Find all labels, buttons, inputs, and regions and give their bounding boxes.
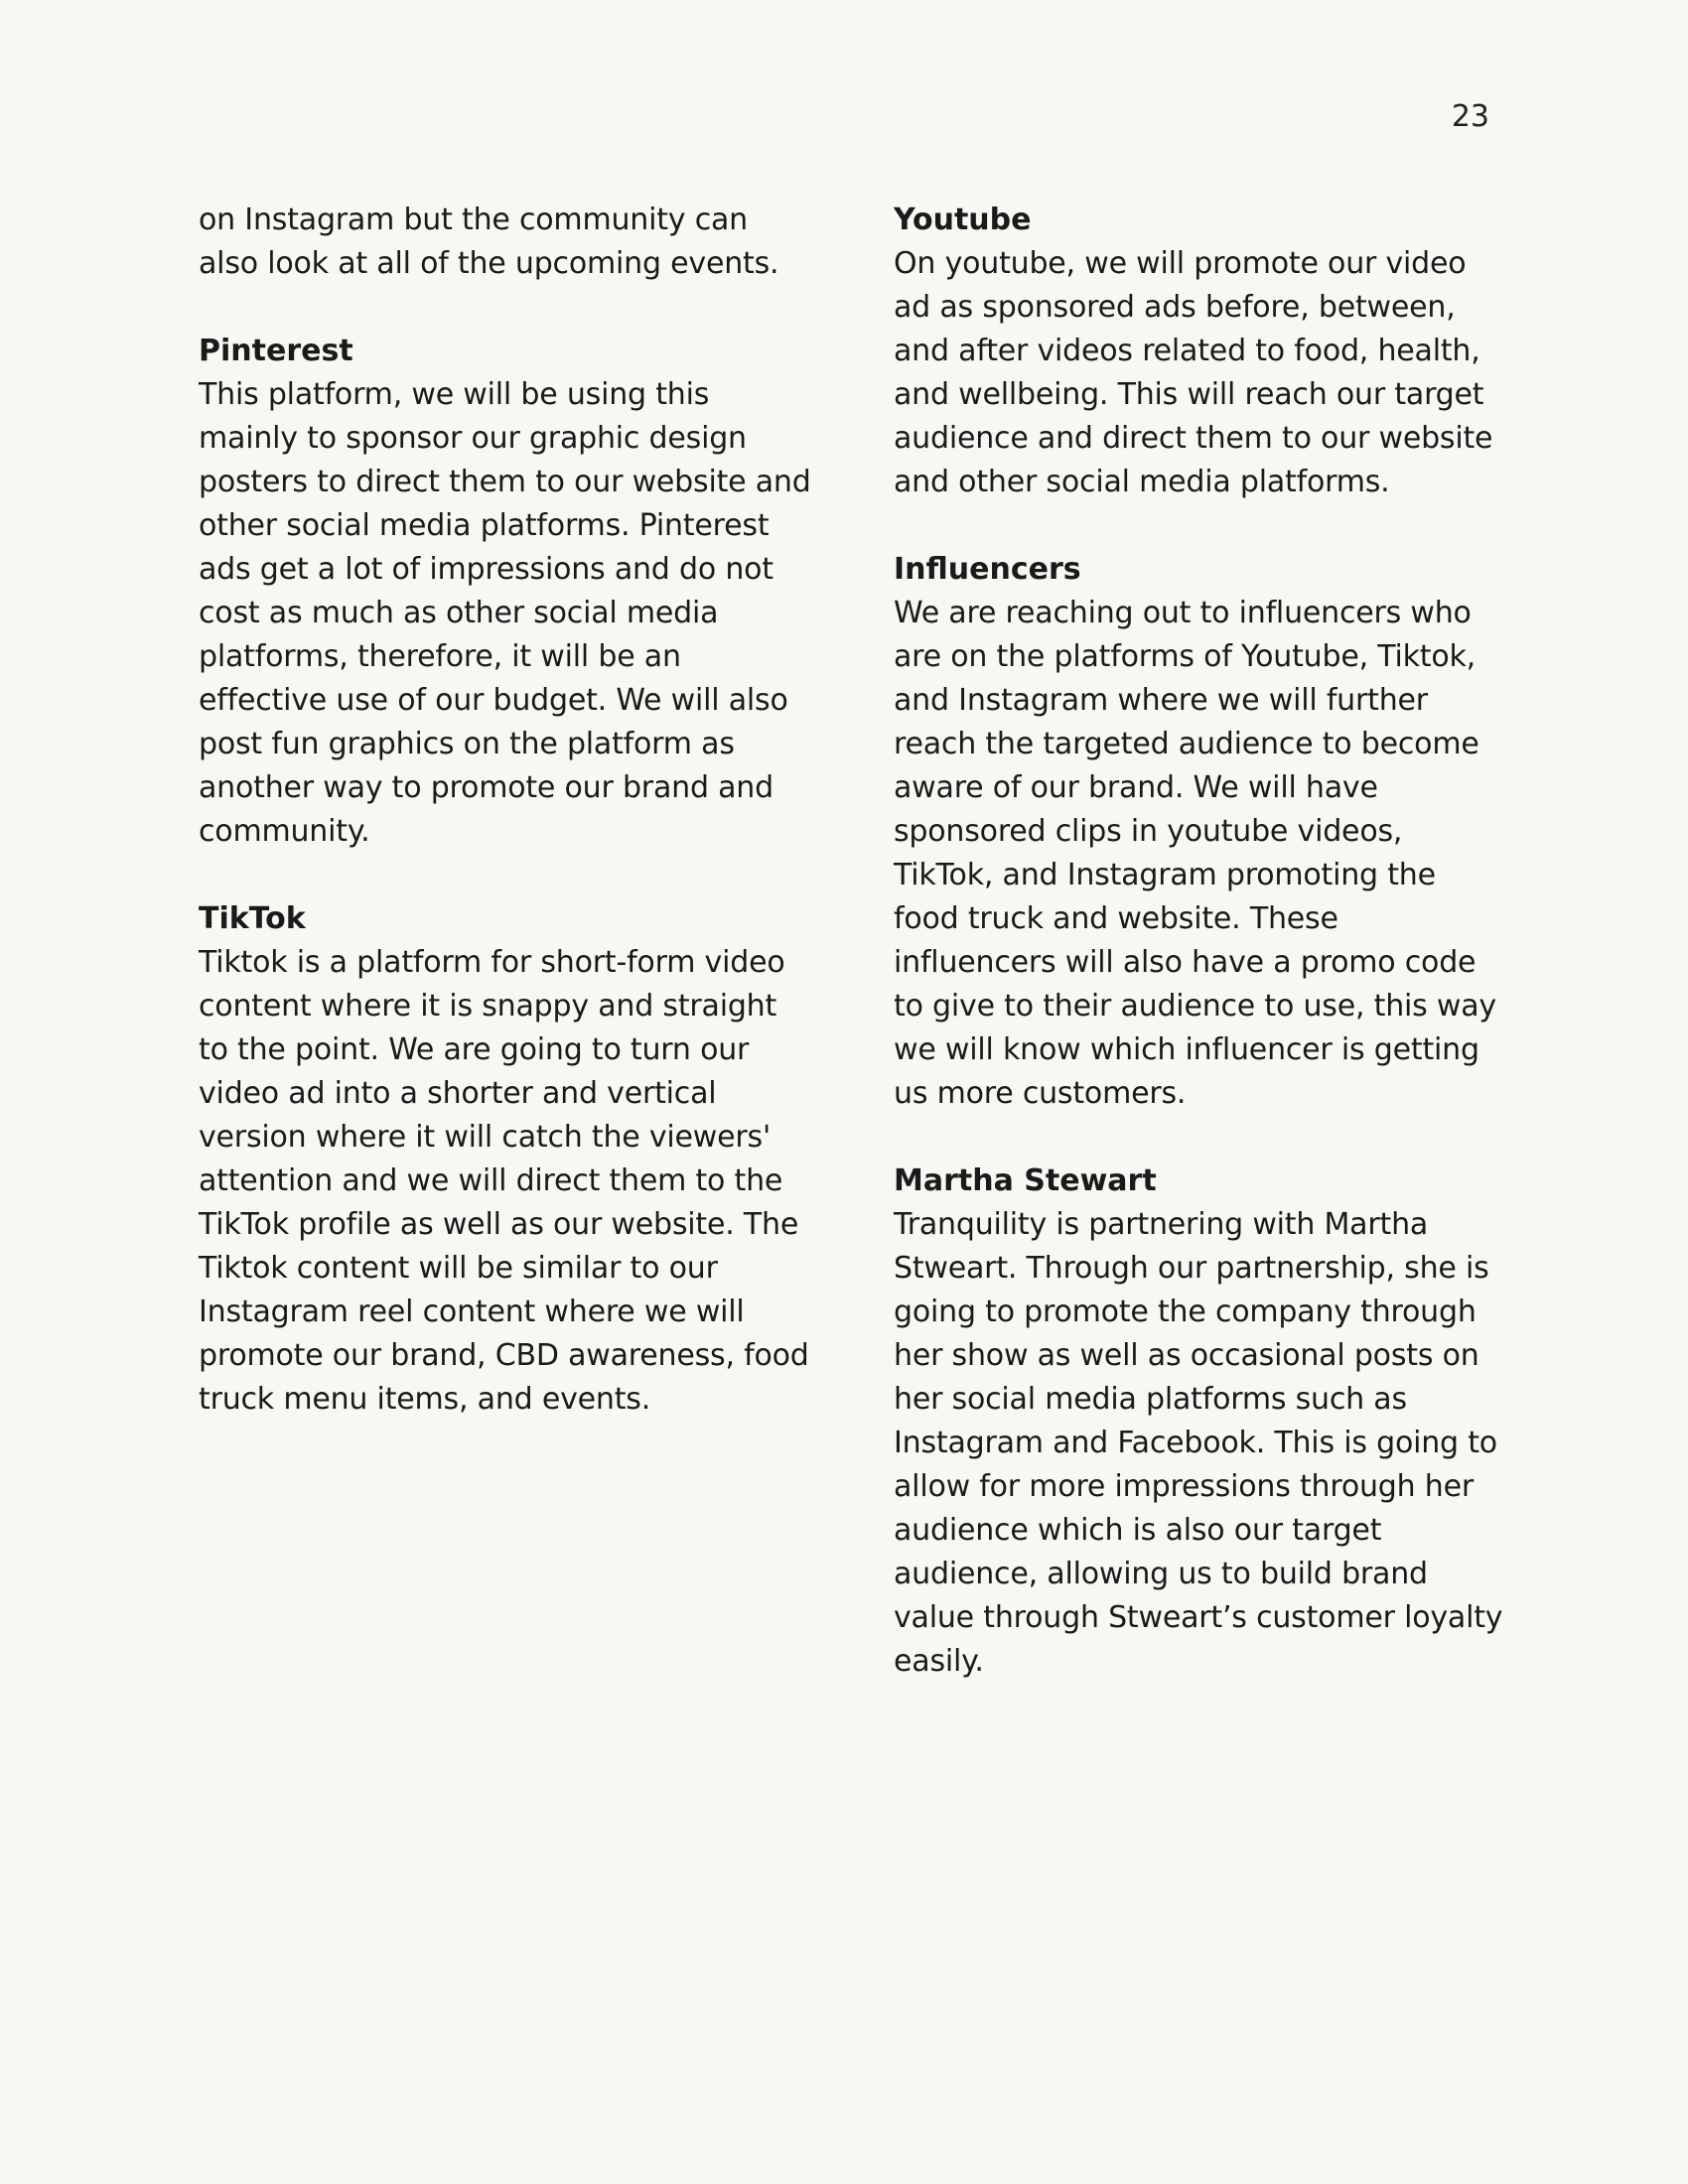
- section-title: TikTok: [199, 901, 306, 936]
- section-tiktok: [199, 897, 814, 1422]
- section-body: We are reaching out to influencers who are on the platforms of Youtube, Tiktok, and Instagram where we will further reach the targeted audience to become aware of our brand. We will have sponsored clips in youtube videos, TikTok, and Instagram promoting the food truck and website. These influencers will also have a promo code to give to their audience to use, this way we will know which influencer is getting us more customers.: [894, 596, 1496, 1111]
- section-influencers: [894, 548, 1509, 1116]
- section-youtube: [894, 199, 1509, 504]
- intro-paragraph: on Instagram but the community can also look at all of the upcoming events.: [199, 203, 779, 281]
- page-number: 23: [1451, 99, 1489, 134]
- left-column: [199, 199, 814, 1465]
- section-title: Martha Stewart: [894, 1163, 1157, 1198]
- section-body: This platform, we will be using this mainly to sponsor our graphic design posters to direct them to our website and other social media platforms. Pinterest ads get a lot of impressions and do not cost as much as other social media platforms, therefore, it will be an effective use of our budget. We will also post fun graphics on the platform as another way to promote our brand and community.: [199, 377, 811, 849]
- section-body: Tranquility is partnering with Martha Stweart. Through our partnership, she is going to promote the company through her show as well as occasional posts on her social media platforms such as Instagram and Facebook. This is going to allow for more impressions through her audience which is also our target audience, allowing us to build brand value through Stweart’s customer loyalty easily.: [894, 1207, 1503, 1679]
- section-title: Youtube: [894, 203, 1032, 237]
- section-martha-stewart: [894, 1160, 1509, 1684]
- section-title: Pinterest: [199, 334, 353, 368]
- section-body: On youtube, we will promote our video ad as sponsored ads before, between, and after videos related to food, health, and wellbeing. This will reach our target audience and direct them to our website and other social media platforms.: [894, 246, 1493, 499]
- right-column: [894, 199, 1509, 1727]
- section-body: Tiktok is a platform for short-form video content where it is snappy and straight to the point. We are going to turn our video ad into a shorter and vertical version where it will catch the viewers' attention and we will direct them to the TikTok profile as well as our website. The Tiktok content will be similar to our Instagram reel content where we will promote our brand, CBD awareness, food truck menu items, and events.: [199, 945, 809, 1417]
- section-pinterest: [199, 330, 814, 854]
- section-title: Influencers: [894, 552, 1081, 587]
